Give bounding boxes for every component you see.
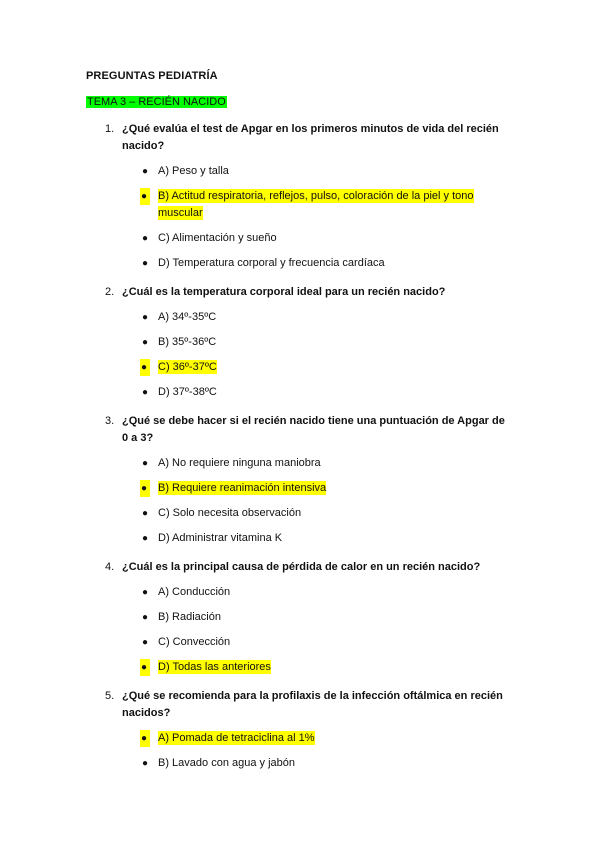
answer-options [0, 584, 599, 676]
question-number: 5. [105, 690, 115, 702]
question-heading [0, 559, 512, 576]
answer-option-text: C) Solo necesita observación [158, 507, 302, 519]
bullet-icon: ● [142, 387, 149, 398]
bullet-icon: ● [142, 258, 149, 269]
question-number: 4. [105, 561, 115, 573]
answer-option [0, 505, 518, 522]
answer-option-correct [0, 730, 518, 747]
answer-option-text: A) Conducción [158, 586, 231, 598]
answer-option-text: D) Todas las anteriores [158, 661, 271, 673]
question-item [0, 688, 599, 772]
bullet-icon: ● [142, 312, 149, 323]
bullet-icon: ● [142, 458, 149, 469]
answer-options [0, 730, 599, 772]
bullet-icon: ● [140, 730, 150, 747]
question-item [0, 413, 599, 547]
answer-option-correct [0, 359, 518, 376]
question-heading [0, 688, 512, 722]
question-heading [0, 121, 512, 155]
answer-option-text: C) Alimentación y sueño [158, 232, 277, 244]
question-item [0, 284, 599, 401]
answer-option [0, 230, 518, 247]
answer-option-text: A) Peso y talla [158, 165, 229, 177]
question-text: ¿Qué se debe hacer si el recién nacido tiene una puntuación de Apgar de 0 a 3? [122, 415, 505, 444]
answer-option-correct [0, 480, 518, 497]
answer-options [0, 309, 599, 401]
answer-option-text: B) Radiación [158, 611, 221, 623]
question-item [0, 559, 599, 676]
question-item [0, 121, 599, 272]
bullet-icon: ● [140, 659, 150, 676]
question-heading [0, 413, 512, 447]
bullet-icon: ● [142, 637, 149, 648]
answer-option [0, 584, 518, 601]
answer-option [0, 384, 518, 401]
answer-option-text: B) Requiere reanimación intensiva [158, 482, 327, 494]
answer-option-correct [0, 659, 518, 676]
answer-option [0, 609, 518, 626]
answer-option [0, 163, 518, 180]
bullet-icon: ● [142, 758, 149, 769]
bullet-icon: ● [140, 480, 150, 497]
answer-option [0, 309, 518, 326]
answer-option-text: B) Actitud respiratoria, reflejos, pulso, coloración de la piel y tono muscular [158, 190, 474, 219]
bullet-icon: ● [142, 233, 149, 244]
question-text: ¿Cuál es la temperatura corporal ideal para un recién nacido? [122, 286, 446, 298]
section-title: TEMA 3 – RECIÉN NACIDO [87, 96, 226, 108]
question-list [0, 121, 599, 784]
question-number: 3. [105, 415, 115, 427]
question-text: ¿Qué se recomienda para la profilaxis de la infección oftálmica en recién nacidos? [122, 690, 503, 719]
answer-option-text: A) 34º-35ºC [158, 311, 217, 323]
answer-option-text: B) 35º-36ºC [158, 336, 217, 348]
answer-option-text: D) 37º-38ºC [158, 386, 217, 398]
bullet-icon: ● [142, 166, 149, 177]
answer-option [0, 334, 518, 351]
answer-options [0, 163, 599, 272]
question-text: ¿Cuál es la principal causa de pérdida de calor en un recién nacido? [122, 561, 481, 573]
document-title: PREGUNTAS PEDIATRÍA [86, 70, 218, 82]
answer-option-text: D) Temperatura corporal y frecuencia cardíaca [158, 257, 385, 269]
answer-option [0, 530, 518, 547]
answer-option-text: A) No requiere ninguna maniobra [158, 457, 321, 469]
question-text: ¿Qué evalúa el test de Apgar en los primeros minutos de vida del recién nacido? [122, 123, 499, 152]
question-number: 2. [105, 286, 115, 298]
answer-option-correct [0, 188, 518, 222]
bullet-icon: ● [142, 533, 149, 544]
answer-option [0, 455, 518, 472]
answer-options [0, 455, 599, 547]
bullet-icon: ● [142, 612, 149, 623]
answer-option-text: A) Pomada de tetraciclina al 1% [158, 732, 315, 744]
bullet-icon: ● [140, 188, 150, 205]
bullet-icon: ● [142, 508, 149, 519]
bullet-icon: ● [142, 587, 149, 598]
answer-option-text: C) 36º-37ºC [158, 361, 217, 373]
answer-option-text: C) Convección [158, 636, 231, 648]
bullet-icon: ● [142, 337, 149, 348]
answer-option-text: D) Administrar vitamina K [158, 532, 283, 544]
question-heading [0, 284, 512, 301]
question-number: 1. [105, 123, 115, 135]
bullet-icon: ● [140, 359, 150, 376]
answer-option [0, 255, 518, 272]
answer-option [0, 634, 518, 651]
answer-option-text: B) Lavado con agua y jabón [158, 757, 295, 769]
answer-option [0, 755, 518, 772]
